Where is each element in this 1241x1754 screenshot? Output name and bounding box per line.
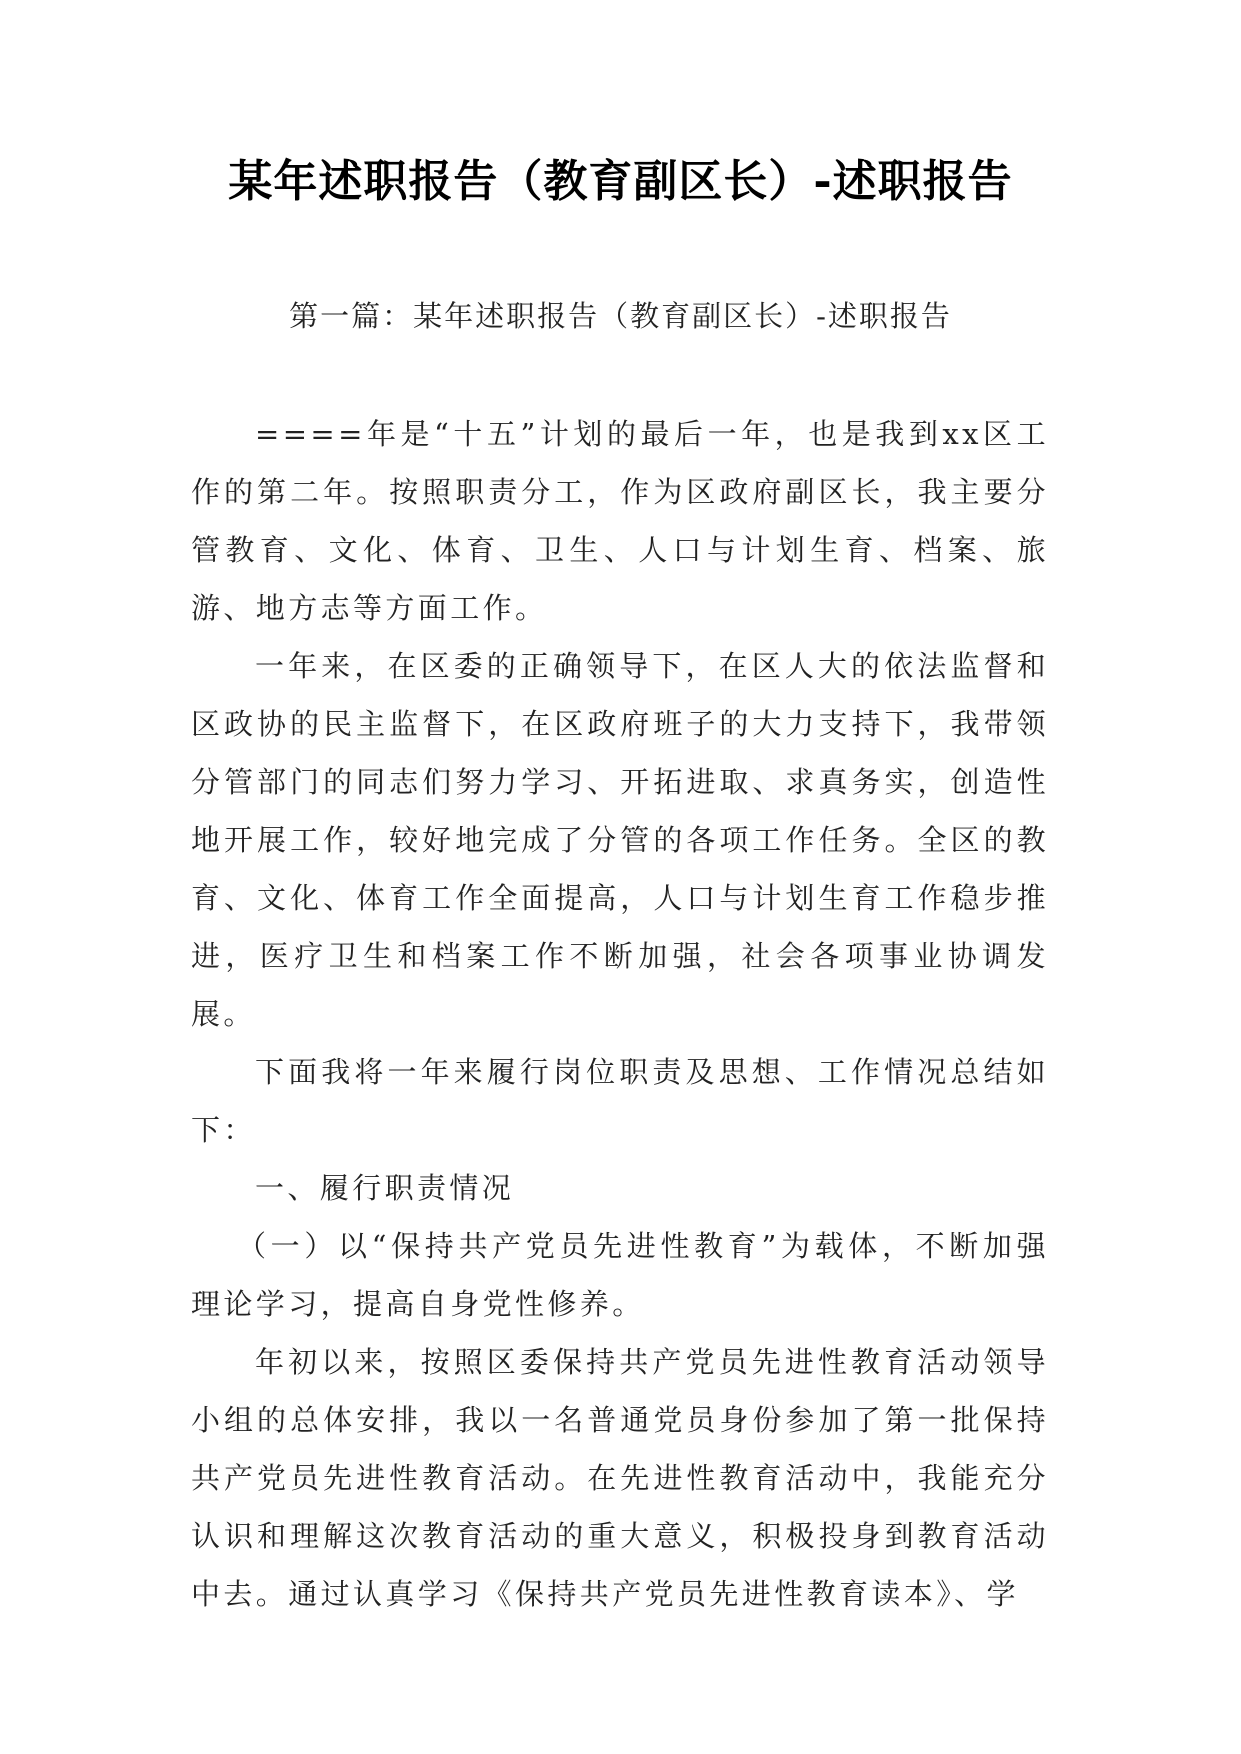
paragraph-study: 年初以来，按照区委保持共产党员先进性教育活动领导小组的总体安排，我以一名普通党员身份参加了第一批保持共产党员先进性教育活动。在先进性教育活动中，我能充分认识和理解这次教育活动的重大意义，积极投身到教育活动中去。通过认真学习《保持共产党员先进性教育读本》、学 <box>191 1345 1049 1611</box>
paragraph-summary: 一年来，在区委的正确领导下，在区人大的依法监督和区政协的民主监督下，在区政府班子的大力支持下，我带领分管部门的同志们努力学习、开拓进取、求真务实，创造性地开展工作，较好地完成了分管的各项工作任务。全区的教育、文化、体育工作全面提高，人口与计划生育工作稳步推进，医疗卫生和档案工作不断加强，社会各项事业协调发展。 <box>191 649 1049 1031</box>
subsection-heading: （一）以“保持共产党员先进性教育”为载体，不断加强理论学习，提高自身党性修养。 <box>191 1229 1049 1321</box>
document-body <box>191 405 1049 1623</box>
section-heading: 一、履行职责情况 <box>255 1171 515 1205</box>
paragraph-transition: 下面我将一年来履行岗位职责及思想、工作情况总结如下： <box>191 1055 1049 1147</box>
document-subtitle: 第一篇：某年述职报告（教育副区长）-述职报告 <box>289 299 952 333</box>
document-title: 某年述职报告（教育副区长）-述职报告 <box>228 156 1013 207</box>
paragraph-intro: ====年是“十五”计划的最后一年，也是我到xx区工作的第二年。按照职责分工，作为区政府副区长，我主要分管教育、文化、体育、卫生、人口与计划生育、档案、旅游、地方志等方面工作。 <box>191 417 1049 625</box>
